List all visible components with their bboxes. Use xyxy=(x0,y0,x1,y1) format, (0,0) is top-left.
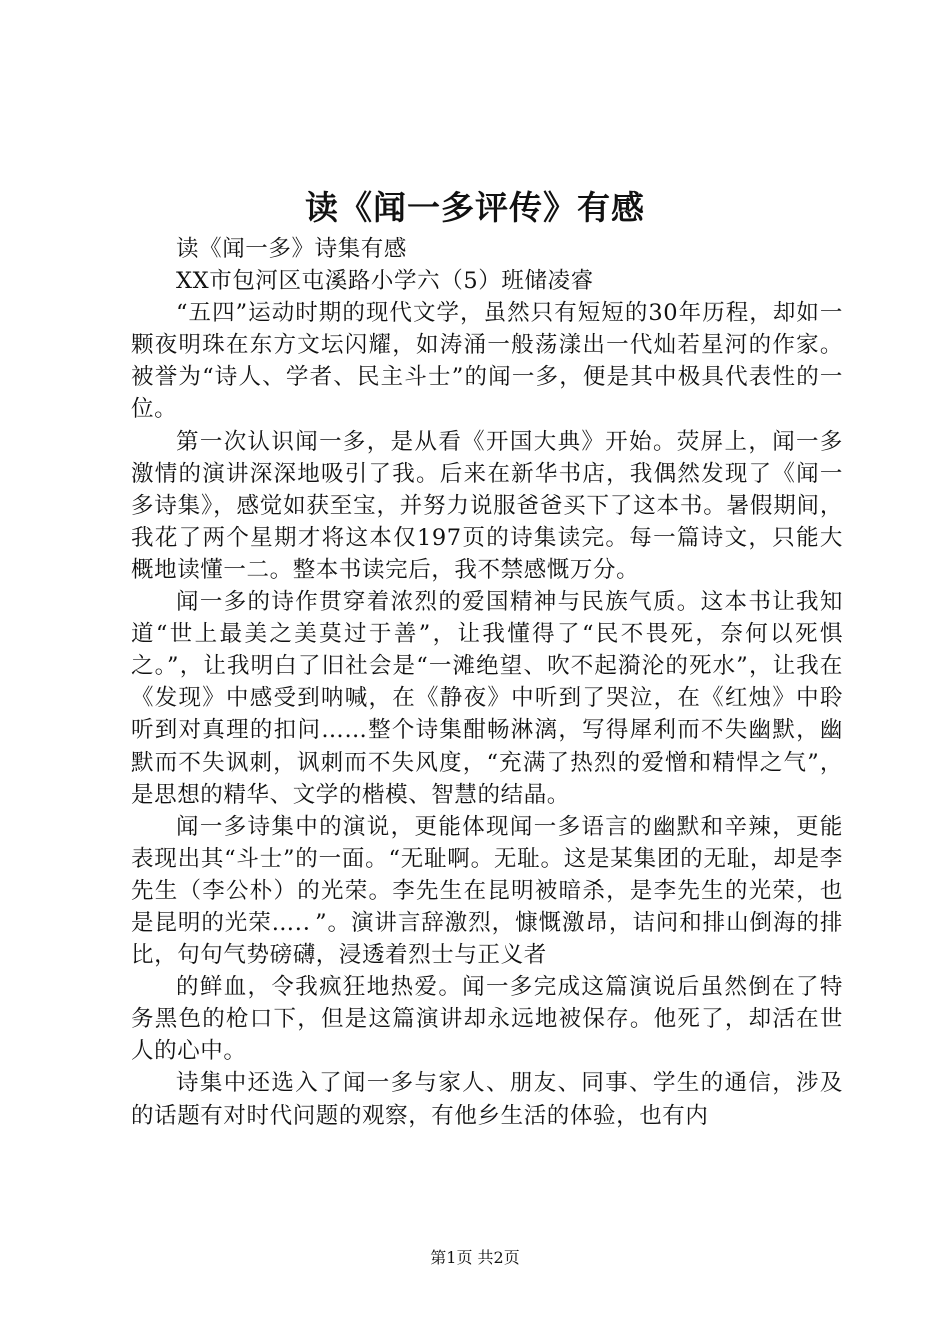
paragraph: “五四”运动时期的现代文学，虽然只有短短的30年历程，却如一颗夜明珠在东方文坛闪耀，如涛涌一般荡漾出一代灿若星河的作家。被誉为“诗人、学者、民主斗士”的闻一多，便是其中极具代表性的一位。 xyxy=(131,300,843,423)
paragraph: 的鲜血，令我疯狂地热爱。闻一多完成这篇演说后虽然倒在了特务黑色的枪口下，但是这篇演讲却永远地被保存。他死了，却活在世人的心中。 xyxy=(131,974,843,1065)
paragraph: 第一次认识闻一多，是从看《开国大典》开始。荧屏上，闻一多激情的演讲深深地吸引了我。后来在新华书店，我偶然发现了《闻一多诗集》，感觉如获至宝，并努力说服爸爸买下了这本书。暑假期间，我花了两个星期才将这本仅197页的诗集读完。每一篇诗文，只能大概地读懂一二。整本书读完后，我不禁感慨万分。 xyxy=(131,428,843,583)
paragraph: 闻一多的诗作贯穿着浓烈的爱国精神与民族气质。这本书让我知道“世上最美之美莫过于善”，让我懂得了“民不畏死，奈何以死惧之。”，让我明白了旧社会是“一滩绝望、吹不起漪沦的死水”，让我在《发现》中感受到呐喊，在《静夜》中听到了哭泣，在《红烛》中聆听到对真理的扣问……整个诗集酣畅淋漓，写得犀利而不失幽默，幽默而不失讽刺，讽刺而不失风度，“充满了热烈的爱憎和精悍之气”，是思想的精华、文学的楷模、智慧的结晶。 xyxy=(131,589,843,808)
page-number: 第1页 共2页 xyxy=(430,1248,520,1267)
document-title: 读《闻一多评传》有感 xyxy=(305,188,645,227)
paragraph-author: XX市包河区屯溪路小学六（5）班储凌睿 xyxy=(176,268,594,295)
paragraph-subtitle: 读《闻一多》诗集有感 xyxy=(176,236,408,262)
paragraph: 诗集中还选入了闻一多与家人、朋友、同事、学生的通信，涉及的话题有对时代问题的观察，有他乡生活的体验，也有内 xyxy=(131,1070,843,1129)
document-body xyxy=(131,233,843,1132)
paragraph: 闻一多诗集中的演说，更能体现闻一多语言的幽默和辛辣，更能表现出其“斗士”的一面。“无耻啊。无耻。这是某集团的无耻，却是李先生（李公朴）的光荣。李先生在昆明被暗杀，是李先生的光荣，也是昆明的光荣….．”。演讲言辞激烈，慷慨激昂，诘问和排山倒海的排比，句句气势磅礴，浸透着烈士与正义者 xyxy=(131,813,843,969)
